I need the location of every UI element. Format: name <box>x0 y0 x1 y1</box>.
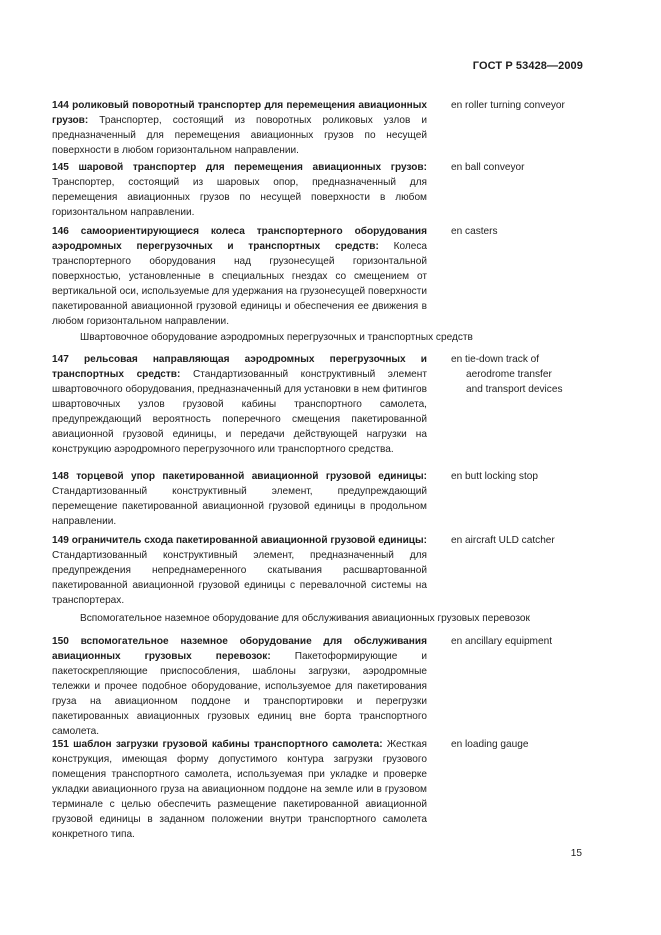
english-equivalent <box>451 352 641 397</box>
term-title: торцевой упор пакетированной авиационной грузовой единицы: <box>76 471 427 482</box>
term-text: Транспортер, состоящий из шаровых опор, предназначенный для перемещения авиационных грузов по несущей поверхности в любом горизонтальном направлении. <box>52 177 427 218</box>
term-text: Стандартизованный конструктивный элемент, предупреждающий перемещение пакетированной авиационной грузовой единицы в продольном направлении. <box>52 486 427 527</box>
english-equivalent <box>451 224 641 239</box>
term-number: 148 <box>52 471 69 482</box>
term-definition <box>52 533 427 608</box>
term-definition <box>52 160 427 220</box>
english-term: en ball conveyor <box>451 162 525 173</box>
term-entry-144 <box>52 98 642 158</box>
term-text: Стандартизованный конструктивный элемент швартовочного оборудования, предназначенный для установки в нем фитингов швартовочных узлов грузовой кабины транспортного самолета, предупреждающий вероятность поперечного смещения пакетированной авиационной грузовой единицы, и передачи действующей нагрузки на конструкцию аэродромного перегрузочного или транспортного средства. <box>52 369 427 455</box>
english-equivalent <box>451 160 641 175</box>
english-term: en tie-down track of <box>451 354 540 365</box>
term-entry-147 <box>52 352 642 457</box>
term-number: 147 <box>52 354 69 365</box>
page-number: 15 <box>570 848 582 859</box>
term-entry-151 <box>52 737 642 842</box>
term-title: роликовый поворотный транспортер для перемещения авиационных грузов: <box>52 100 427 126</box>
term-text: Транспортер, состоящий из поворотных роликовых узлов и предназначенный для перемещения авиационных грузов по несущей поверхности в любом горизонтальном направлении. <box>52 115 427 156</box>
english-term: en casters <box>451 226 498 237</box>
english-equivalent <box>451 98 641 113</box>
term-number: 151 <box>52 739 69 750</box>
term-text: Колеса транспортерного оборудования над грузонесущей горизонтальной поверхностью, установленные в специальных гнездах со смещением от вертикальной оси, используемые для удержания на грузонесущей поверхности пакетированной авиационной грузовой единицы и обеспечения ее движения в любом горизонтальном направлении. <box>52 241 427 327</box>
english-term: en loading gauge <box>451 739 529 750</box>
term-title: рельсовая направляющая аэродромных перегрузочных и транспортных средств: <box>52 354 427 380</box>
term-definition <box>52 352 427 457</box>
term-text: Жесткая конструкция, имеющая форму допустимого контура загрузки грузового помещения транспортного самолета, используемая при укладке и проверке укладки авиационного груза на авиационном поддоне на земле или в грузовом терминале с целью обеспечить размещение пакетированной авиационной грузовой единицы в заданном положении внутри транспортного самолета конкретного типа. <box>52 739 428 840</box>
term-text: Пакетоформирующие и пакетоскрепляющие приспособления, шаблоны загрузки, аэродромные тележки и прочее подобное оборудование, используемое для пакетирования груза на авиационном поддоне и транспортировки и перегрузки пакетированных авиационных грузовых единиц вне борта транспортного самолета. <box>52 651 427 737</box>
term-title: шаблон загрузки грузовой кабины транспортного самолета: <box>73 739 383 750</box>
term-number: 146 <box>52 226 69 237</box>
term-definition <box>52 737 427 842</box>
term-title: самоориентирующиеся колеса транспортерного оборудования аэродромных перегрузочных и транспортных средств: <box>52 226 427 252</box>
english-term-continued: and transport devices <box>466 384 563 395</box>
section-heading: Швартовочное оборудование аэродромных перегрузочных и транспортных средств <box>80 332 473 343</box>
english-term-continued: aerodrome transfer <box>466 369 552 380</box>
english-term: en aircraft ULD catcher <box>451 535 555 546</box>
term-title: шаровой транспортер для перемещения авиационных грузов: <box>78 162 427 173</box>
term-text: Стандартизованный конструктивный элемент, предназначенный для предупреждения непреднамеренного скатывания расшвартованной пакетированной авиационной грузовой единицы с перевалочной системы на транспортерах. <box>52 550 427 606</box>
english-equivalent <box>451 469 641 484</box>
term-title: ограничитель схода пакетированной авиационной грузовой единицы: <box>71 535 427 546</box>
document-header: ГОСТ Р 53428—2009 <box>472 60 583 72</box>
english-equivalent <box>451 737 641 752</box>
english-equivalent <box>451 634 641 649</box>
term-definition <box>52 98 427 158</box>
english-term: en ancillary equipment <box>451 636 552 647</box>
term-entry-149 <box>52 533 642 608</box>
term-entry-146 <box>52 224 642 329</box>
section-heading: Вспомогательное наземное оборудование для обслуживания авиационных грузовых перевозок <box>80 613 530 624</box>
english-term: en butt locking stop <box>451 471 538 482</box>
term-entry-148 <box>52 469 642 529</box>
english-term: en roller turning conveyor <box>451 100 565 111</box>
term-number: 149 <box>52 535 69 546</box>
term-entry-150 <box>52 634 642 739</box>
english-equivalent <box>451 533 641 548</box>
term-definition <box>52 634 427 739</box>
term-number: 144 <box>52 100 69 111</box>
term-definition <box>52 224 427 329</box>
term-entry-145 <box>52 160 642 220</box>
term-definition <box>52 469 427 529</box>
term-number: 145 <box>52 162 69 173</box>
term-title: вспомогательное наземное оборудование для обслуживания авиационных грузовых перевозок: <box>52 636 427 662</box>
term-number: 150 <box>52 636 69 647</box>
